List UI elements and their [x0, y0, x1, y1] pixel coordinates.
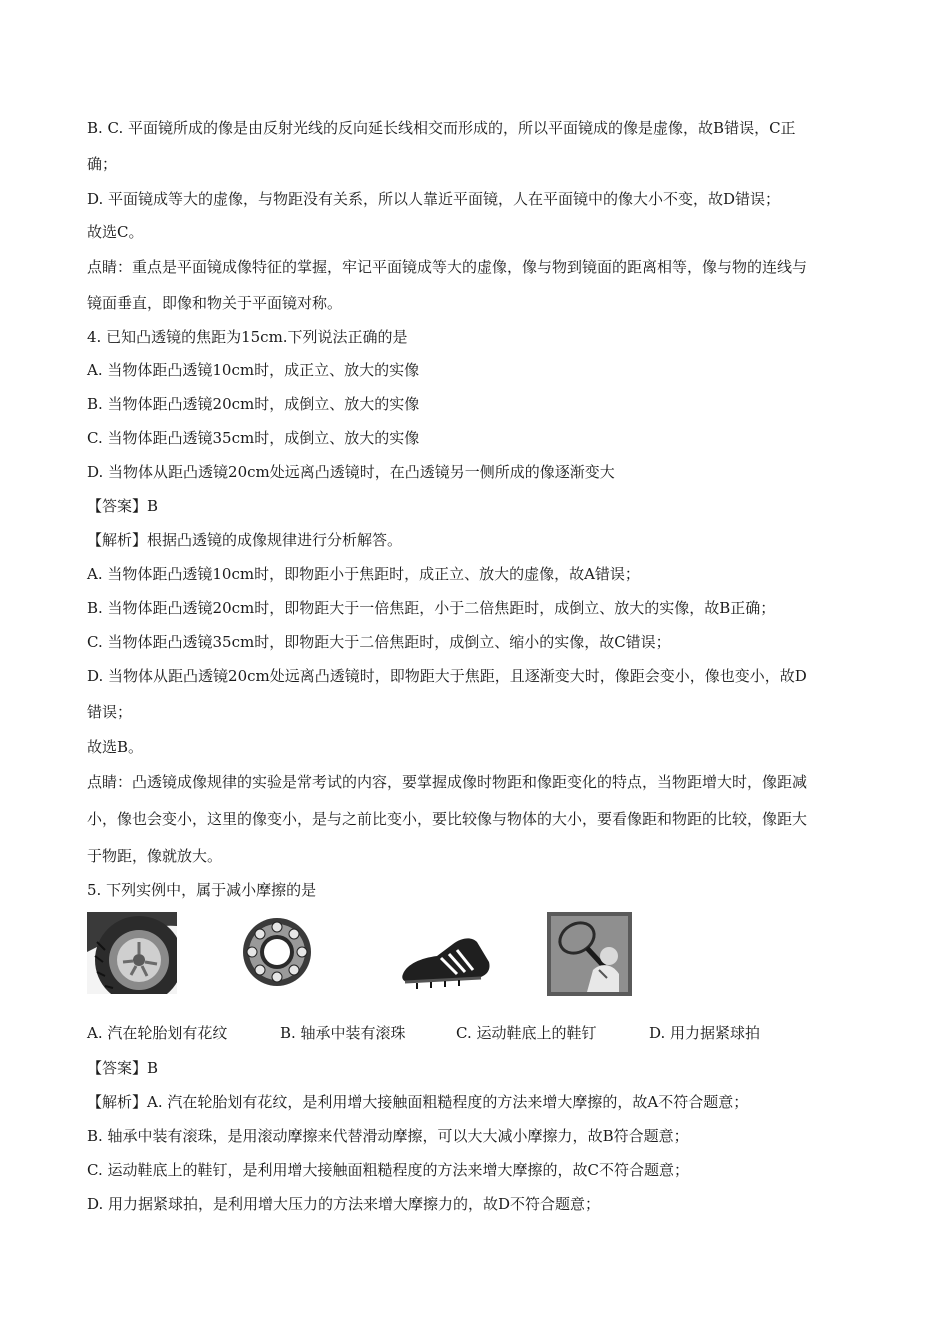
text-line: B. C. 平面镜所成的像是由反射光线的反向延长线相交而形成的，所以平面镜成的像是虚像，故B错误，C正 [87, 119, 796, 137]
text-line: A. 当物体距凸透镜10cm时，即物距小于焦距时，成正立、放大的虚像，故A错误； [87, 565, 640, 583]
option-d: D. 用力据紧球拍 [649, 1024, 761, 1042]
text-line: D. 平面镜成等大的虚像，与物距没有关系，所以人靠近平面镜，人在平面镜中的像大小不变，故D错误； [87, 190, 781, 208]
option-b: B. 轴承中装有滚珠 [280, 1024, 406, 1042]
text-line: C. 运动鞋底上的鞋钉，是利用增大接触面粗糙程度的方法来增大摩擦的，故C不符合题意； [87, 1161, 689, 1179]
question-5-images [87, 912, 787, 998]
text-line: 点睛：凸透镜成像规律的实验是常考试的内容，要掌握成像时物距和像距变化的特点，当物距增大时，像距减 [87, 773, 808, 791]
answer-label: 【答案】B [87, 1059, 159, 1077]
option-c: C. 运动鞋底上的鞋钉 [456, 1024, 597, 1042]
analysis-label: 【解析】根据凸透镜的成像规律进行分析解答。 [87, 531, 403, 549]
text-line: 小，像也会变小，这里的像变小，是与之前比变小，要比较像与物体的大小，要看像距和物距的比较，像距大 [87, 810, 808, 828]
bearing-image [242, 912, 312, 992]
text-line: 点睛：重点是平面镜成像特征的掌握，牢记平面镜成等大的虚像，像与物到镜面的距离相等，像与物的连线与 [87, 258, 808, 276]
text-line: A. 当物体距凸透镜10cm时，成正立、放大的实像 [87, 361, 420, 379]
text-line: B. 轴承中装有滚珠，是用滚动摩擦来代替滑动摩擦，可以大大减小摩擦力，故B符合题意； [87, 1127, 689, 1145]
racket-grip-image [547, 912, 632, 996]
option-a: A. 汽在轮胎划有花纹 [87, 1024, 228, 1042]
text-line: 错误； [87, 703, 133, 721]
analysis-label: 【解析】A. 汽在轮胎划有花纹，是利用增大接触面粗糙程度的方法来增大摩擦的，故A不符合题意； [87, 1093, 749, 1111]
text-line: C. 当物体距凸透镜35cm时，即物距大于二倍焦距时，成倒立、缩小的实像，故C错误； [87, 633, 671, 651]
spike-shoe-image [397, 912, 497, 992]
text-line: D. 当物体从距凸透镜20cm处远离凸透镜时，即物距大于焦距，且逐渐变大时，像距会变小，像也变小，故D [87, 667, 807, 685]
text-line: B. 当物体距凸透镜20cm时，成倒立、放大的实像 [87, 395, 420, 413]
text-line: 确； [87, 155, 118, 173]
question-5-title: 5. 下列实例中，属于减小摩擦的是 [87, 881, 317, 899]
car-tire-image [87, 912, 177, 994]
question-5-options [87, 1023, 877, 1043]
text-line: 故选C。 [87, 223, 144, 241]
text-line: 故选B。 [87, 738, 144, 756]
text-line: C. 当物体距凸透镜35cm时，成倒立、放大的实像 [87, 429, 420, 447]
text-line: B. 当物体距凸透镜20cm时，即物距大于一倍焦距，小于二倍焦距时，成倒立、放大的实像，故B正确； [87, 599, 776, 617]
question-4-title: 4. 已知凸透镜的焦距为15cm.下列说法正确的是 [87, 328, 408, 346]
answer-label: 【答案】B [87, 497, 159, 515]
text-line: D. 用力据紧球拍，是利用增大压力的方法来增大摩擦力的，故D不符合题意； [87, 1195, 601, 1213]
text-line: 镜面垂直，即像和物关于平面镜对称。 [87, 294, 343, 312]
text-line: D. 当物体从距凸透镜20cm处远离凸透镜时，在凸透镜另一侧所成的像逐渐变大 [87, 463, 615, 481]
text-line: 于物距，像就放大。 [87, 847, 223, 865]
